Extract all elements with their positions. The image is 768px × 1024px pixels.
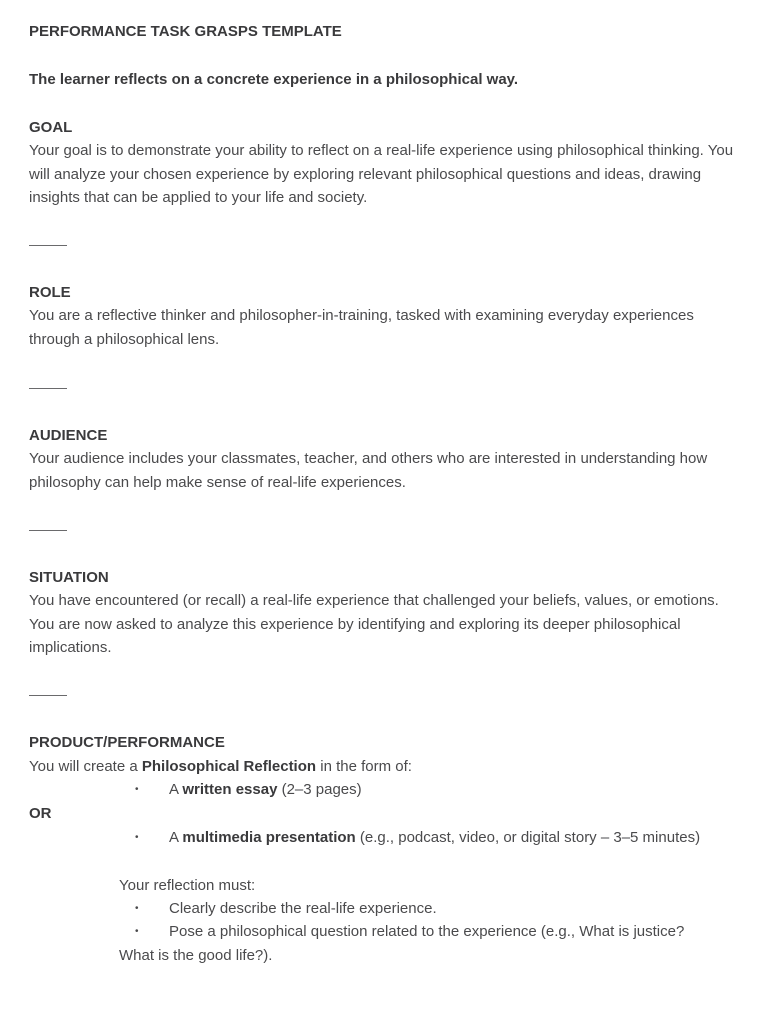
section-divider — [29, 388, 67, 389]
option1-bold: written essay — [182, 781, 278, 798]
or-label: OR — [29, 805, 52, 822]
product-intro-text-end: in the form of: — [316, 758, 412, 775]
product-intro-text: You will create a — [29, 758, 142, 775]
section-divider — [29, 530, 67, 531]
requirement-continuation: What is the good life?). — [119, 947, 273, 964]
product-intro-bold: Philosophical Reflection — [141, 758, 317, 775]
option-written-essay — [29, 780, 741, 800]
bullet-icon: • — [135, 832, 139, 843]
section-divider — [29, 245, 67, 246]
product-intro — [29, 757, 412, 777]
option1-prefix: A — [169, 781, 183, 798]
requirement-text: Pose a philosophical question related to the experience (e.g., What is justice? — [169, 923, 685, 940]
option-multimedia — [29, 828, 741, 848]
goal-body: Your goal is to demonstrate your ability to reflect on a real-life experience using philosophical thinking. You will analyze your chosen experience by exploring relevant philosophical questions and ideas, drawing insights that can be applied to your life and society. — [29, 142, 734, 207]
bullet-icon: • — [135, 784, 139, 795]
role-body: You are a reflective thinker and philosopher-in-training, tasked with examining everyday experiences through a philosophical lens. — [29, 307, 694, 348]
product-heading: PRODUCT/PERFORMANCE — [29, 734, 225, 751]
requirement-text: Clearly describe the real-life experience. — [169, 900, 437, 917]
section-divider — [29, 695, 67, 696]
requirement-item — [29, 899, 741, 919]
bullet-icon: • — [135, 903, 139, 914]
requirement-item — [29, 922, 741, 942]
situation-body: You have encountered (or recall) a real-life experience that challenged your beliefs, values, or emotions. You are now asked to analyze this experience by identifying and exploring its deeper philosophical implications. — [29, 592, 719, 657]
audience-heading: AUDIENCE — [29, 427, 108, 444]
document-subtitle: The learner reflects on a concrete experience in a philosophical way. — [29, 71, 519, 88]
audience-body: Your audience includes your classmates, teacher, and others who are interested in understanding how philosophy can help make sense of real-life experiences. — [29, 450, 708, 491]
goal-heading: GOAL — [29, 119, 73, 136]
requirements-label: Your reflection must: — [119, 877, 256, 894]
situation-heading: SITUATION — [29, 569, 109, 586]
option1-suffix: (2–3 pages) — [277, 781, 362, 798]
document-title: PERFORMANCE TASK GRASPS TEMPLATE — [29, 23, 342, 40]
bullet-icon: • — [135, 926, 139, 937]
option2-suffix: (e.g., podcast, video, or digital story – 3–5 minutes) — [355, 829, 701, 846]
role-heading: ROLE — [29, 284, 71, 301]
option2-bold: multimedia presentation — [182, 829, 356, 846]
option2-prefix: A — [169, 829, 183, 846]
